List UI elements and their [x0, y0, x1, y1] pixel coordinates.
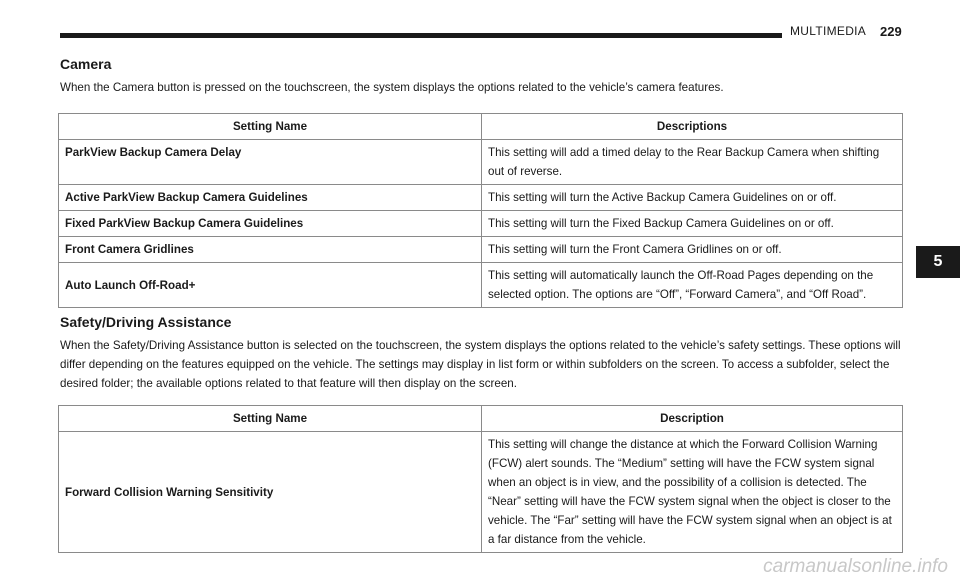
setting-description: This setting will change the distance at which the Forward Collision Warning (FCW) alert sounds. The “Medium” setting will have the FCW system signal when an object is in view, and the possibility of a collision is detected. The “Near” setting will have the FCW system signal when the object is closer to the vehicle. The “Far” setting will have the FCW system signal when an object is at a far distance from the vehicle.: [482, 432, 903, 553]
safety-intro: When the Safety/Driving Assistance button is selected on the touchscreen, the system displays the options related to the vehicle’s safety settings. These options will differ depending on the features equipped on the vehicle. The settings may display in list form or within subfolders on the screen. To access a subfolder, select the desired folder; the available options related to that feature will then display on the screen.: [60, 339, 901, 390]
table-row: [59, 211, 903, 237]
column-header: Setting Name: [59, 406, 482, 432]
setting-name: Auto Launch Off-Road+: [59, 263, 482, 308]
running-header: MULTIMEDIA: [790, 24, 867, 38]
setting-name: Forward Collision Warning Sensitivity: [59, 432, 482, 553]
setting-name: ParkView Backup Camera Delay: [59, 140, 482, 185]
table-row: [59, 263, 903, 308]
table-row: [59, 185, 903, 211]
safety-heading: Safety/Driving Assistance: [60, 314, 232, 330]
header-rule: [60, 33, 782, 38]
table-header-row: [59, 114, 903, 140]
watermark: carmanualsonline.info: [763, 556, 948, 577]
table-row: [59, 237, 903, 263]
table-row: [59, 140, 903, 185]
setting-description: This setting will turn the Fixed Backup Camera Guidelines on or off.: [482, 211, 903, 237]
chapter-tab: 5: [916, 246, 960, 278]
camera-settings-table: [58, 113, 903, 308]
table-row: [59, 432, 903, 553]
column-header: Setting Name: [59, 114, 482, 140]
setting-name: Front Camera Gridlines: [59, 237, 482, 263]
camera-intro: When the Camera button is pressed on the touchscreen, the system displays the options related to the vehicle’s camera features.: [60, 81, 724, 94]
setting-name: Active ParkView Backup Camera Guidelines: [59, 185, 482, 211]
setting-name: Fixed ParkView Backup Camera Guidelines: [59, 211, 482, 237]
setting-description: This setting will add a timed delay to the Rear Backup Camera when shifting out of reverse.: [482, 140, 903, 185]
setting-description: This setting will automatically launch the Off-Road Pages depending on the selected option. The options are “Off”, “Forward Camera”, and “Off Road”.: [482, 263, 903, 308]
page-number: 229: [880, 24, 902, 39]
camera-heading: Camera: [60, 56, 112, 72]
setting-description: This setting will turn the Active Backup Camera Guidelines on or off.: [482, 185, 903, 211]
safety-settings-table: [58, 405, 903, 553]
table-header-row: [59, 406, 903, 432]
column-header: Descriptions: [482, 114, 903, 140]
column-header: Description: [482, 406, 903, 432]
setting-description: This setting will turn the Front Camera Gridlines on or off.: [482, 237, 903, 263]
